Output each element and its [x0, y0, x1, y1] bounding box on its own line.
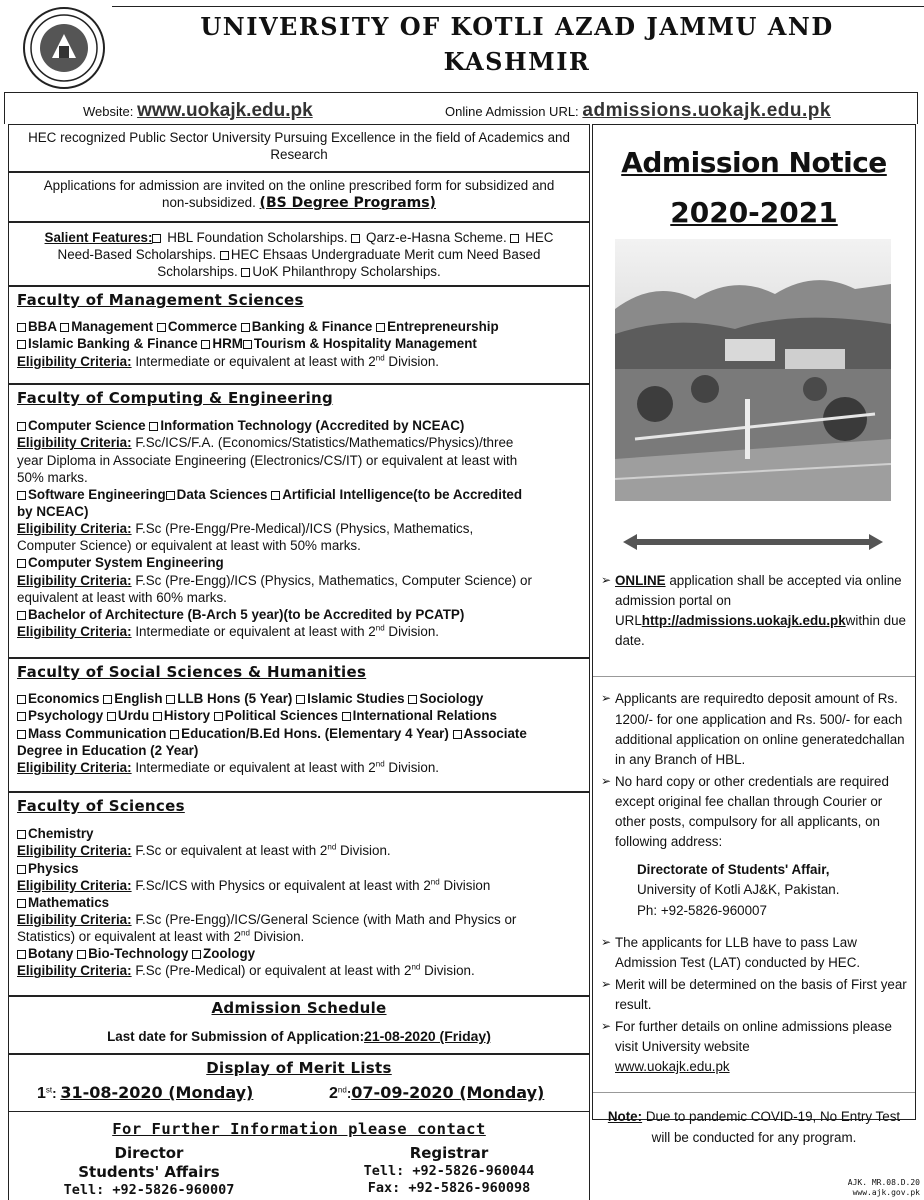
program-urdu: Urdu	[117, 708, 150, 724]
checkbox-icon	[376, 323, 385, 332]
sciences-heading: Faculty of Sciences	[17, 797, 185, 815]
portal-link[interactable]: http://admissions.uokajk.edu.pk	[641, 613, 846, 629]
bullet-online	[601, 571, 907, 651]
title-line-2: KASHMIR	[443, 46, 591, 76]
criteria-text: F.Sc/ICS/F.A. (Economics/Statistics/Mathematics/Physics)/three	[135, 435, 514, 451]
criteria-end: Division	[443, 877, 491, 893]
program-ir: International Relations	[352, 708, 497, 724]
registrar-title: Registrar	[409, 1144, 489, 1162]
criteria-text: 50% marks.	[17, 469, 88, 485]
checkbox-icon	[17, 695, 26, 704]
applications-line2: non-subsidized.	[162, 195, 256, 211]
criteria-text: Computer Science) or equivalent at least with 50% marks.	[17, 538, 361, 554]
note-label: Note:	[607, 1109, 643, 1125]
sup: nd	[337, 1085, 347, 1095]
program-cs: Computer Science	[28, 418, 146, 434]
program-mass-comm: Mass Communication	[28, 725, 167, 741]
checkbox-icon	[17, 899, 26, 908]
sup: nd	[430, 877, 440, 887]
feature-qarz: Qarz-e-Hasna Scheme.	[366, 230, 507, 245]
admission-url-row	[445, 99, 831, 123]
applications-line1: Applications for admission are invited on the online prescribed form for subsidized and	[43, 178, 555, 193]
checkbox-icon	[153, 712, 162, 721]
admission-url-label: Online Admission URL:	[445, 104, 579, 119]
footer-code-text: AJK. MR.08.D.20	[847, 1178, 920, 1187]
criteria-text: F.Sc or equivalent at least with 2	[135, 843, 328, 859]
program-bba: BBA	[28, 319, 57, 335]
checkbox-icon	[351, 234, 360, 243]
director-tel: Tell: +92-5826-960007	[63, 1182, 235, 1199]
feature-need-based: Need-Based Scholarships.	[57, 247, 217, 263]
management-box	[8, 286, 590, 384]
checkbox-icon	[17, 340, 26, 349]
checkbox-icon	[17, 491, 26, 500]
bullet-lat	[601, 933, 907, 973]
campus-photo-image	[615, 239, 891, 501]
criteria-label: Eligibility Criteria:	[17, 572, 132, 588]
registrar-fax: Fax: +92-5826-960098	[367, 1180, 531, 1197]
program-ai: Artificial Intelligence(to be Accredited	[282, 486, 523, 502]
checkbox-icon	[243, 340, 252, 349]
bullet-fee	[601, 689, 907, 769]
applications-box	[8, 172, 590, 222]
checkbox-icon	[107, 712, 116, 721]
checkbox-icon	[17, 422, 26, 431]
checkbox-icon	[170, 730, 179, 739]
sup: nd	[375, 353, 385, 363]
admission-url-link[interactable]: admissions.uokajk.edu.pk	[582, 100, 831, 121]
merit-first: 1st: 31-08-2020 (Monday)	[37, 1083, 254, 1102]
bullet-merit	[601, 975, 907, 1015]
program-islamic-banking: Islamic Banking & Finance	[28, 336, 198, 352]
program-llb: LLB Hons (5 Year)	[177, 691, 293, 707]
sup: nd	[411, 962, 421, 972]
criteria-end: Division.	[388, 353, 440, 369]
admission-notice-title: Admission Notice	[621, 146, 887, 179]
merit-box	[8, 1054, 590, 1112]
fee-text: Applicants are requiredto deposit amount of Rs. 1200/- for one application and Rs. 500/- for each additional application on online generatedchallan in any Branch of HBL.	[615, 691, 905, 767]
hec-text: HEC recognized Public Sector University Pursuing Excellence in the field of Academics and Research	[28, 130, 570, 163]
schedule-heading: Admission Schedule	[211, 999, 387, 1017]
registrar-contact	[339, 1144, 559, 1198]
feature-hec: HEC	[525, 230, 554, 245]
program-sociology: Sociology	[419, 691, 484, 707]
director-office: Students' Affairs	[78, 1163, 220, 1182]
checkbox-icon	[77, 950, 86, 959]
criteria-label: Eligibility Criteria:	[17, 624, 132, 640]
info-bullets	[601, 571, 907, 1148]
header-title	[112, 12, 922, 77]
criteria-label: Eligibility Criteria:	[17, 877, 132, 893]
criteria-end: Division.	[424, 963, 475, 979]
registrar-tel: Tell: +92-5826-960044	[363, 1163, 535, 1180]
program-ds: Data Sciences	[176, 486, 268, 502]
criteria-text: Intermediate or equivalent at least with 2	[135, 353, 376, 369]
checkbox-icon	[510, 234, 519, 243]
checkbox-icon	[152, 234, 161, 243]
criteria-end: Division.	[388, 624, 440, 640]
admission-year: 2020-2021	[670, 196, 838, 229]
feature-scholarships: Scholarships.	[157, 264, 238, 280]
program-botany: Botany	[28, 946, 74, 962]
checkbox-icon	[241, 323, 250, 332]
program-education: Education/B.Ed Hons. (Elementary 4 Year)	[181, 725, 449, 741]
sciences-box	[8, 792, 590, 996]
checkbox-icon	[214, 712, 223, 721]
program-psychology: Psychology	[28, 708, 104, 724]
address-phone: Ph: +92-5826-960007	[637, 902, 767, 918]
checkbox-icon	[166, 695, 175, 704]
program-biotech: Bio-Technology	[88, 946, 189, 962]
bs-programs: (BS Degree Programs)	[259, 195, 436, 212]
website-row	[83, 99, 313, 123]
merit-heading: Display of Merit Lists	[206, 1059, 392, 1077]
criteria-text: Intermediate or equivalent at least with 2	[135, 624, 376, 640]
program-english: English	[114, 691, 163, 707]
url-prefix: URL	[615, 613, 642, 629]
feature-ehsaas: HEC Ehsaas Undergraduate Merit cum Need Based	[230, 247, 541, 263]
hec-box	[8, 124, 590, 172]
program-associate-cont: Degree in Education (2 Year)	[17, 742, 199, 758]
checkbox-icon	[17, 323, 26, 332]
checkbox-icon	[157, 323, 166, 332]
features-box	[8, 222, 590, 286]
program-entrepreneurship: Entrepreneurship	[387, 319, 499, 335]
checkbox-icon	[166, 491, 175, 500]
checkbox-icon	[17, 865, 26, 874]
merit-second-label: 2	[329, 1085, 338, 1102]
checkbox-icon	[103, 695, 112, 704]
program-se: Software Engineering	[28, 486, 166, 502]
sup: nd	[375, 623, 385, 633]
note-text: Due to pandemic COVID-19, No Entry Test will be conducted for any program.	[645, 1109, 901, 1145]
program-mathematics: Mathematics	[28, 894, 110, 910]
merit-second: 2nd:07-09-2020 (Monday)	[329, 1083, 545, 1102]
merit-text: Merit will be determined on the basis of First year result.	[615, 976, 907, 1012]
social-box	[8, 658, 590, 792]
note-block	[601, 1107, 907, 1147]
program-cse: Computer System Engineering	[28, 555, 224, 571]
sup: st	[45, 1085, 53, 1095]
checkbox-icon	[17, 950, 26, 959]
criteria-label: Eligibility Criteria:	[17, 759, 132, 775]
management-heading: Faculty of Management Sciences	[17, 291, 304, 309]
sup: nd	[327, 842, 337, 852]
criteria-label: Eligibility Criteria:	[17, 435, 132, 451]
campus-photo	[615, 239, 891, 501]
checkbox-icon	[17, 712, 26, 721]
checkbox-icon	[149, 422, 158, 431]
sup: nd	[375, 759, 385, 769]
merit-second-date: 07-09-2020 (Monday)	[351, 1083, 545, 1102]
sup: nd	[241, 928, 250, 938]
program-associate: Associate	[463, 725, 527, 741]
program-barch: Bachelor of Architecture (B-Arch 5 year)(to be Accredited by PCATP)	[28, 606, 465, 622]
last-date-label: Last date for Submission of Application:	[107, 1029, 365, 1045]
checkbox-icon	[408, 695, 417, 704]
criteria-text: F.Sc (Pre-Engg)/ICS (Physics, Mathematics, Computer Science) or	[135, 572, 532, 588]
criteria-end: Division.	[388, 759, 440, 775]
criteria-label: Eligibility Criteria:	[17, 843, 132, 859]
right-column	[592, 124, 916, 1145]
checkbox-icon	[271, 491, 280, 500]
feature-hbl: HBL Foundation Scholarships.	[167, 230, 348, 245]
criteria-text: year Diploma in Associate Engineering (Electronics/CS/IT) or equivalent at least with	[17, 452, 518, 468]
criteria-text: F.Sc/ICS with Physics or equivalent at least with 2	[135, 877, 431, 893]
social-heading: Faculty of Social Sciences & Humanities	[17, 663, 367, 681]
bullet-website	[601, 1017, 907, 1077]
contact-box	[8, 1112, 590, 1200]
program-tourism: Tourism & Hospitality Management	[253, 336, 477, 352]
checkbox-icon	[17, 830, 26, 839]
program-chemistry: Chemistry	[28, 826, 94, 842]
checkbox-icon	[453, 730, 462, 739]
online-end: within due date.	[615, 613, 906, 649]
criteria-text: Intermediate or equivalent at least with 2	[135, 759, 376, 775]
criteria-text: F.Sc (Pre-Medical) or equivalent at least with 2	[135, 963, 412, 979]
criteria-text: F.Sc (Pre-Engg/Pre-Medical)/ICS (Physics, Mathematics,	[135, 521, 474, 537]
program-islamic-studies: Islamic Studies	[307, 691, 405, 707]
checkbox-icon	[60, 323, 69, 332]
footer-site-text: www.ajk.gov.pk	[852, 1187, 920, 1197]
program-hrm: HRM	[212, 336, 243, 352]
checkbox-icon	[201, 340, 210, 349]
program-zoology: Zoology	[203, 946, 256, 962]
criteria-label: Eligibility Criteria:	[17, 963, 132, 979]
website-label: Website:	[83, 104, 134, 119]
merit-first-label: 1	[37, 1085, 46, 1102]
address-block	[601, 860, 907, 920]
checkbox-icon	[342, 712, 351, 721]
lat-text: The applicants for LLB have to pass Law Admission Test (LAT) conducted by HEC.	[615, 934, 861, 970]
checkbox-icon	[17, 559, 26, 568]
website-link-right[interactable]: www.uokajk.edu.pk	[615, 1059, 730, 1075]
program-economics: Economics	[28, 691, 100, 707]
applications-line2-row	[17, 194, 581, 213]
program-banking: Banking & Finance	[251, 319, 373, 335]
criteria-text: Statistics) or equivalent at least with 2	[17, 929, 242, 945]
program-history: History	[163, 708, 211, 724]
online-label: ONLINE	[615, 573, 666, 588]
address-line1: Directorate of Students' Affair,	[637, 862, 830, 878]
website-text: For further details on online admissions please visit University website	[615, 1019, 892, 1055]
checkbox-icon	[192, 950, 201, 959]
checkbox-icon	[17, 730, 26, 739]
url-bar	[4, 92, 918, 124]
director-title: Director	[114, 1144, 184, 1162]
checkbox-icon	[296, 695, 305, 704]
hard-copy-text: No hard copy or other credentials are required except original fee challan through Courier or other posts, compulsory for all applicants, on following address:	[615, 773, 889, 850]
program-it: Information Technology (Accredited by NCEAC)	[160, 418, 465, 434]
program-management: Management	[71, 319, 154, 335]
schedule-box	[8, 996, 590, 1054]
program-ai-cont: by NCEAC)	[17, 503, 89, 519]
header-top-rule	[112, 6, 924, 7]
university-logo	[22, 6, 106, 90]
criteria-label: Eligibility Criteria:	[17, 911, 132, 927]
criteria-end: Division.	[340, 843, 391, 859]
features-label: Salient Features:	[44, 230, 153, 245]
computing-heading: Faculty of Computing & Engineering	[17, 389, 334, 407]
feature-philanthropy: UoK Philanthropy Scholarships.	[252, 264, 441, 280]
program-physics: Physics	[28, 860, 79, 876]
double-arrow-icon	[623, 533, 883, 551]
footer-code	[812, 1178, 920, 1197]
merit-first-date: 31-08-2020 (Monday)	[60, 1083, 254, 1102]
criteria-label: Eligibility Criteria:	[17, 521, 132, 537]
director-contact	[49, 1144, 249, 1200]
online-text: application shall be accepted via online admission portal on	[615, 573, 902, 609]
last-date-value: 21-08-2020 (Friday)	[364, 1028, 491, 1045]
checkbox-icon	[220, 251, 229, 260]
criteria-label: Eligibility Criteria:	[17, 353, 132, 369]
university-logo-seal-icon	[22, 6, 106, 90]
bullet-hard-copy	[601, 772, 907, 852]
criteria-text: F.Sc (Pre-Engg)/ICS/General Science (with Math and Physics or	[135, 911, 517, 927]
title-line-1: UNIVERSITY OF KOTLI AZAD JAMMU AND	[200, 12, 834, 41]
program-political: Political Sciences	[224, 708, 338, 724]
address-line2: University of Kotli AJ&K, Pakistan.	[637, 882, 840, 898]
computing-box	[8, 384, 590, 658]
contact-heading: For Further Information please contact	[112, 1120, 486, 1138]
checkbox-icon	[17, 611, 26, 620]
checkbox-icon	[241, 268, 250, 277]
website-link[interactable]: www.uokajk.edu.pk	[137, 100, 313, 121]
criteria-text: equivalent at least with 60% marks.	[17, 589, 227, 605]
program-commerce: Commerce	[167, 319, 238, 335]
criteria-end: Division.	[253, 929, 305, 945]
